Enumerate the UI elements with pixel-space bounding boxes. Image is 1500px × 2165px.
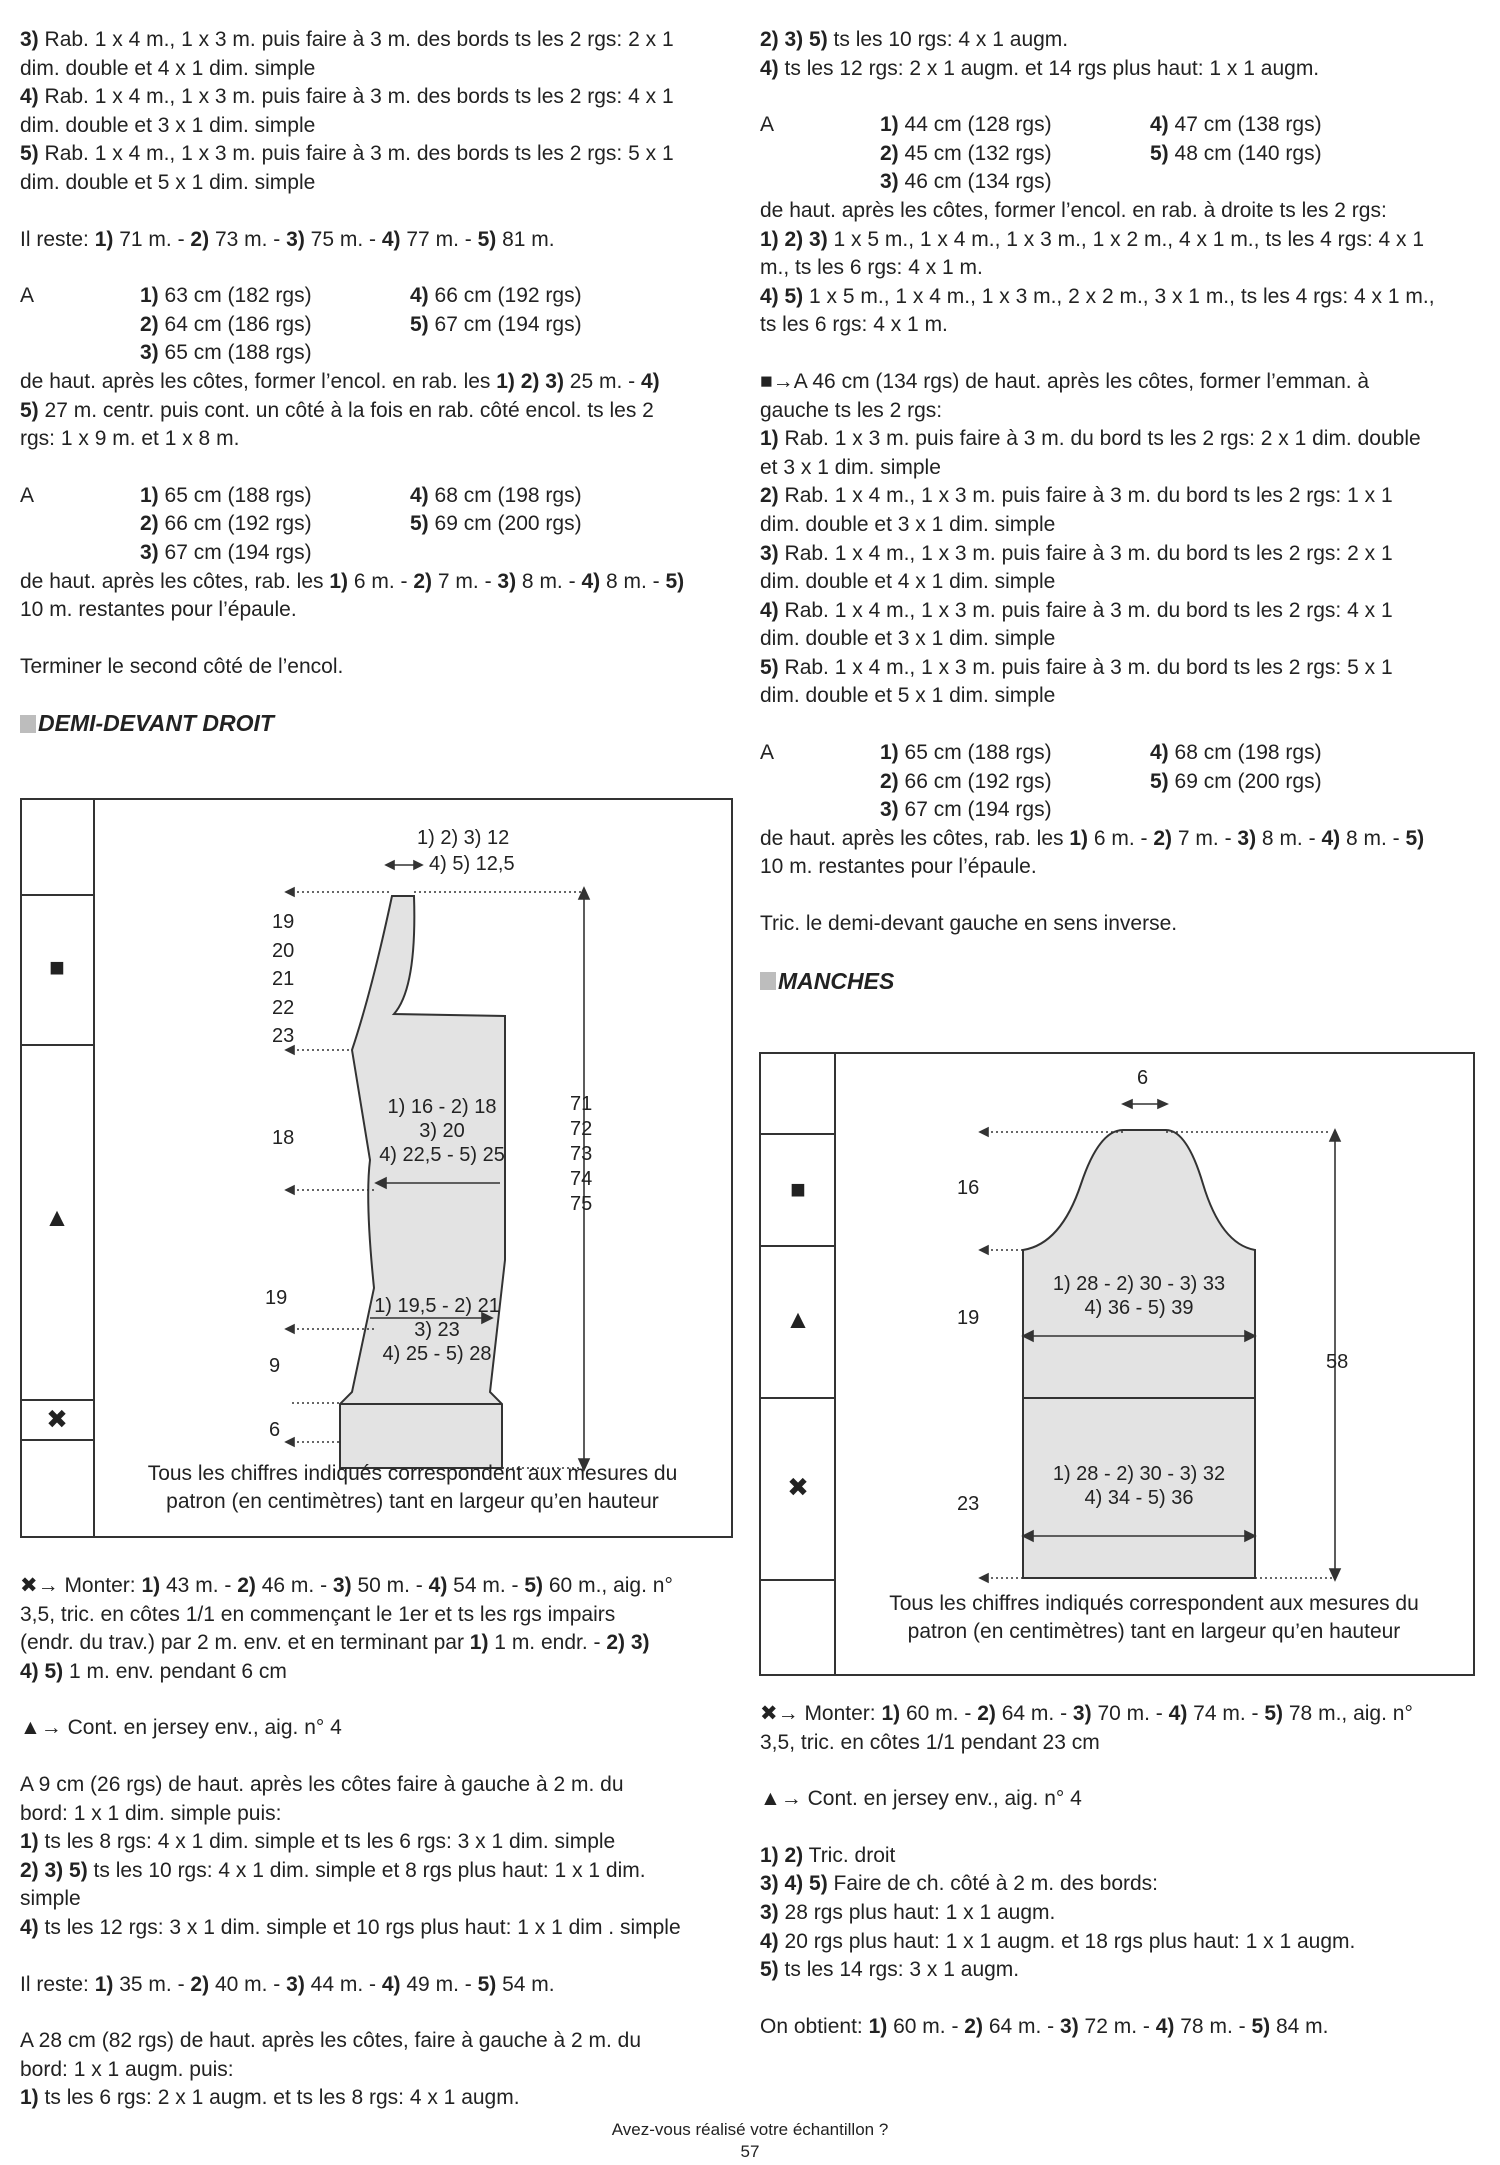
text-line: 1) Rab. 1 x 3 m. puis faire à 3 m. du bord ts les 2 rgs: 2 x 1 dim. double (760, 427, 1421, 451)
measurement-value: 3) 46 cm (134 rgs) (880, 170, 1052, 194)
measurement-value: 4) 47 cm (138 rgs) (1150, 113, 1322, 137)
measurement-label (20, 339, 140, 368)
triangle-symbol-icon: ▲ (785, 1304, 811, 1334)
label-line: 3) 20 (419, 1120, 465, 1142)
text-line: 4) Rab. 1 x 4 m., 1 x 3 m. puis faire à 3 m. des bords ts les 2 rgs: 4 x 1 (20, 85, 674, 109)
footer-question: Avez-vous réalisé votre échantillon ? (611, 2120, 889, 2139)
front-lower-height-1: 19 (265, 1287, 288, 1309)
label-line: 21 (272, 968, 295, 990)
measurement-label: A (760, 113, 775, 137)
text-line: 4) 5) 1 x 5 m., 1 x 4 m., 1 x 3 m., 2 x 2 m., 3 x 1 m., ts les 4 rgs: 4 x 1 m., (760, 284, 1435, 308)
text-line: 5) 27 m. centr. puis cont. un côté à la fois en rab. côté encol. ts les 2 (20, 398, 654, 422)
right-finish-text: Tric. le demi-devant gauche en sens inverse. (760, 912, 1178, 936)
label-line: 1) 19,5 - 2) 21 (374, 1295, 500, 1317)
sleeve-schematic (761, 1054, 1473, 1674)
label-line: 72 (570, 1118, 593, 1140)
right-mid-text (760, 368, 1475, 711)
front-lower-height-3: 6 (269, 1419, 281, 1441)
text-line: rgs: 1 x 9 m. et 1 x 8 m. (20, 427, 240, 451)
front-armhole-height: 18 (272, 1127, 295, 1149)
measurement-value: 3) 67 cm (194 rgs) (140, 540, 312, 564)
measurement-value: 4) 68 cm (198 rgs) (1150, 741, 1322, 765)
left-column (20, 26, 730, 738)
text-line: Il reste: 1) 71 m. - 2) 73 m. - 3) 75 m. - 4) 77 m. - 5) 81 m. (20, 227, 555, 251)
front-panel-shape (340, 896, 505, 1468)
front-top-width-1: 1) 2) 3) 12 (417, 827, 510, 849)
text-line: dim. double et 3 x 1 dim. simple (760, 512, 1056, 536)
sleeve-mid-height: 19 (957, 1307, 980, 1329)
measurement-value: 3) 65 cm (188 rgs) (140, 341, 312, 365)
text-line: bord: 1 x 1 dim. simple puis: (20, 1801, 282, 1825)
label-line: 71 (570, 1093, 593, 1115)
label-line: 3) 23 (414, 1319, 460, 1341)
text-line: (endr. du trav.) par 2 m. env. et en terminant par 1) 1 m. endr. - 2) 3) (20, 1631, 650, 1655)
text-line: 4) Rab. 1 x 4 m., 1 x 3 m. puis faire à 3 m. du bord ts les 2 rgs: 4 x 1 (760, 598, 1393, 622)
text-line: dim. double et 3 x 1 dim. simple (20, 113, 316, 137)
front-waist-width (357, 1294, 517, 1366)
front-panel-schematic (22, 800, 731, 1536)
right-top-text (760, 26, 1475, 83)
text-line: dim. double et 5 x 1 dim. simple (760, 684, 1056, 708)
label-line: 22 (272, 996, 295, 1019)
label-line: 4) 22,5 - 5) 25 (379, 1144, 505, 1166)
text-line: A 28 cm (82 rgs) de haut. après les côtes, faire à gauche à 2 m. du (20, 2029, 642, 2053)
right-bottom-column (760, 1700, 1475, 2041)
text-line: 2) 3) 5) ts les 10 rgs: 4 x 1 dim. simple et 8 rgs plus haut: 1 x 1 dim. (20, 1858, 646, 1882)
measurement-value: 3) 67 cm (194 rgs) (880, 798, 1052, 822)
text-line: ts les 6 rgs: 4 x 1 m. (760, 313, 948, 337)
text-paragraph (20, 1714, 730, 1743)
section-title-text: MANCHES (778, 967, 895, 994)
section-title-text: DEMI-DEVANT DROIT (38, 710, 274, 737)
measurement-value (1150, 796, 1420, 825)
text-line: simple (20, 1887, 81, 1911)
text-paragraph (20, 2027, 730, 2113)
text-line: ■→A 46 cm (134 rgs) de haut. après les côtes, former l’emman. à (760, 369, 1370, 393)
front-neck-heights (272, 908, 294, 1051)
text-paragraph (760, 1785, 1475, 1814)
text-line: de haut. après les côtes, rab. les 1) 6 m. - 2) 7 m. - 3) 8 m. - 4) 8 m. - 5) (760, 826, 1425, 850)
label-line: Tous les chiffres indiqués correspondent aux mesures du (889, 1592, 1419, 1615)
measurement-value: 5) 67 cm (194 rgs) (410, 312, 582, 336)
text-line: de haut. après les côtes, former l’encol. en rab. les 1) 2) 3) 25 m. - 4) (20, 369, 660, 393)
measurement-value: 5) 48 cm (140 rgs) (1150, 141, 1322, 165)
right-bottom-text (760, 1700, 1475, 2041)
text-line: 3,5, tric. en côtes 1/1 pendant 23 cm (760, 1730, 1100, 1754)
text-line: 3) Rab. 1 x 4 m., 1 x 3 m. puis faire à 3 m. du bord ts les 2 rgs: 2 x 1 (760, 541, 1393, 565)
measurement-value: 1) 65 cm (188 rgs) (140, 483, 312, 507)
label-line: 4) 34 - 5) 36 (1084, 1487, 1194, 1509)
text-paragraph (20, 226, 730, 255)
text-line: 10 m. restantes pour l’épaule. (760, 855, 1037, 879)
measurement-value: 1) 65 cm (188 rgs) (880, 741, 1052, 765)
label-line: 4) 36 - 5) 39 (1084, 1297, 1194, 1319)
text-line: 5) ts les 14 rgs: 3 x 1 augm. (760, 1958, 1020, 1982)
measurement-label (20, 311, 140, 340)
sleeve-total-height: 58 (1326, 1351, 1349, 1373)
measurement-value (1150, 168, 1420, 197)
text-line: ✖→ Monter: 1) 43 m. - 2) 46 m. - 3) 50 m. - 4) 54 m. - 5) 60 m., aig. n° (20, 1574, 673, 1597)
text-line: 4) ts les 12 rgs: 3 x 1 dim. simple et 10 rgs plus haut: 1 x 1 dim . simple (20, 1915, 681, 1939)
text-line: 5) Rab. 1 x 4 m., 1 x 3 m. puis faire à 3 m. des bords ts les 2 rgs: 5 x 1 (20, 142, 674, 166)
text-paragraph (20, 1572, 730, 1686)
text-line: On obtient: 1) 60 m. - 2) 64 m. - 3) 72 m. - 4) 78 m. - 5) 84 m. (760, 2014, 1329, 2038)
text-line: Il reste: 1) 35 m. - 2) 40 m. - 3) 44 m. - 4) 49 m. - 5) 54 m. (20, 1972, 555, 1996)
measurement-label (760, 168, 880, 197)
text-line: A 9 cm (26 rgs) de haut. après les côtes faire à gauche à 2 m. du (20, 1772, 624, 1796)
text-line: dim. double et 3 x 1 dim. simple (760, 627, 1056, 651)
left-finish-text: Terminer le second côté de l’encol. (20, 654, 344, 678)
left-bottom-text (20, 1572, 730, 2113)
text-line: 3) Rab. 1 x 4 m., 1 x 3 m. puis faire à 3 m. des bords ts les 2 rgs: 2 x 1 (20, 28, 674, 51)
measurement-value: 5) 69 cm (200 rgs) (410, 512, 582, 536)
text-line: dim. double et 4 x 1 dim. simple (760, 570, 1056, 594)
measurement-value (410, 539, 680, 568)
text-paragraph (20, 1971, 730, 2000)
sleeve-cuff-height: 23 (957, 1493, 980, 1515)
text-line: m., ts les 6 rgs: 4 x 1 m. (760, 256, 983, 280)
text-line: 4) 5) 1 m. env. pendant 6 cm (20, 1659, 287, 1683)
text-line: gauche ts les 2 rgs: (760, 398, 943, 422)
text-line: 2) Rab. 1 x 4 m., 1 x 3 m. puis faire à 3 m. du bord ts les 2 rgs: 1 x 1 (760, 484, 1393, 508)
measurement-label (760, 140, 880, 169)
measurement-block (20, 482, 730, 625)
text-line: 3,5, tric. en côtes 1/1 en commençant le 1er et ts les rgs impairs (20, 1602, 616, 1626)
measurement-label: A (760, 741, 775, 765)
front-top-width-2: 4) 5) 12,5 (429, 853, 515, 875)
measurement-value: 4) 68 cm (198 rgs) (410, 483, 582, 507)
section-marker-icon (20, 715, 36, 733)
front-diagram-caption (94, 1460, 731, 1516)
label-line: 1) 28 - 2) 30 - 3) 32 (1052, 1463, 1226, 1485)
label-line: patron (en centimètres) tant en largeur qu’en hauteur (907, 1620, 1401, 1643)
section-marker-icon (760, 972, 776, 990)
square-symbol-icon: ■ (790, 1174, 806, 1204)
text-line: 1) ts les 8 rgs: 4 x 1 dim. simple et ts les 6 rgs: 3 x 1 dim. simple (20, 1830, 616, 1854)
left-top-text (20, 26, 730, 254)
front-lower-height-2: 9 (269, 1355, 281, 1377)
text-paragraph (20, 1771, 730, 1943)
sleeve-top-width: 6 (1137, 1067, 1149, 1089)
measurement-block (760, 739, 1475, 882)
sleeve-diagram-caption (835, 1590, 1473, 1646)
label-line: 1) 16 - 2) 18 (387, 1096, 497, 1118)
sleeve-upper-width (1039, 1272, 1239, 1320)
text-line: 5) Rab. 1 x 4 m., 1 x 3 m. puis faire à 3 m. du bord ts les 2 rgs: 5 x 1 (760, 655, 1393, 679)
measurement-value: 1) 44 cm (128 rgs) (880, 113, 1052, 137)
right-a-block-2 (760, 739, 1475, 882)
text-line: 3) 28 rgs plus haut: 1 x 1 augm. (760, 1900, 1056, 1924)
left-bottom-column (20, 1572, 730, 2113)
text-line: 1) 2) Tric. droit (760, 1843, 896, 1867)
measurement-value: 4) 66 cm (192 rgs) (410, 284, 582, 308)
cross-symbol-icon: ✖ (46, 1404, 68, 1434)
front-panel-diagram (20, 798, 733, 1538)
measurement-value: 5) 69 cm (200 rgs) (1150, 769, 1322, 793)
measurement-label: A (20, 284, 35, 308)
text-paragraph (760, 26, 1475, 83)
measurement-block (20, 282, 730, 454)
label-line: 23 (272, 1025, 295, 1047)
text-line: 10 m. restantes pour l’épaule. (20, 598, 297, 622)
label-line: 75 (570, 1193, 593, 1215)
left-a-block-2 (20, 482, 730, 625)
measurement-label (20, 510, 140, 539)
text-paragraph (760, 1700, 1475, 1757)
text-line: 4) 20 rgs plus haut: 1 x 1 augm. et 18 rgs plus haut: 1 x 1 augm. (760, 1929, 1356, 1953)
label-line: 4) 25 - 5) 28 (382, 1343, 492, 1365)
text-paragraph (20, 26, 730, 198)
right-column (760, 26, 1475, 995)
label-line: patron (en centimètres) tant en largeur qu’en hauteur (166, 1490, 659, 1513)
text-line: de haut. après les côtes, rab. les 1) 6 m. - 2) 7 m. - 3) 8 m. - 4) 8 m. - 5) (20, 569, 685, 593)
page-number: 57 (740, 2142, 760, 2161)
left-a-block-1 (20, 282, 730, 454)
measurement-label (760, 768, 880, 797)
text-line: 2) 3) 5) ts les 10 rgs: 4 x 1 augm. (760, 28, 1069, 51)
text-paragraph (760, 368, 1475, 711)
text-line: et 3 x 1 dim. simple (760, 455, 941, 479)
label-line: 19 (272, 911, 295, 933)
cross-symbol-icon: ✖ (787, 1472, 809, 1502)
sleeve-lower-width (1039, 1462, 1239, 1510)
sleeve-diagram (759, 1052, 1475, 1676)
text-line: 4) ts les 12 rgs: 2 x 1 augm. et 14 rgs plus haut: 1 x 1 augm. (760, 56, 1320, 80)
measurement-label (20, 539, 140, 568)
label-line: Tous les chiffres indiqués correspondent aux mesures du (147, 1462, 678, 1485)
text-line: ✖→ Monter: 1) 60 m. - 2) 64 m. - 3) 70 m. - 4) 74 m. - 5) 78 m., aig. n° (760, 1702, 1413, 1725)
text-line: dim. double et 5 x 1 dim. simple (20, 170, 316, 194)
measurement-value: 1) 63 cm (182 rgs) (140, 284, 312, 308)
measurement-value: 2) 64 cm (186 rgs) (140, 312, 312, 336)
measurement-label (760, 796, 880, 825)
text-line: bord: 1 x 1 augm. puis: (20, 2057, 234, 2081)
sleeve-shape (1023, 1130, 1255, 1578)
front-total-heights (570, 1092, 592, 1217)
measurement-value: 2) 66 cm (192 rgs) (140, 512, 312, 536)
text-line: de haut. après les côtes, former l’encol. en rab. à droite ts les 2 rgs: (760, 198, 1387, 222)
right-a-block-1 (760, 111, 1475, 340)
section-title-manches (760, 967, 1475, 996)
text-line: ▲→ Cont. en jersey env., aig. n° 4 (20, 1716, 342, 1740)
front-chest-width (362, 1095, 522, 1167)
section-title-demi-devant (20, 709, 730, 738)
measurement-value (410, 339, 680, 368)
text-line: 1) ts les 6 rgs: 2 x 1 augm. et ts les 8 rgs: 4 x 1 augm. (20, 2086, 520, 2110)
sleeve-cap-height: 16 (957, 1177, 980, 1199)
label-line: 1) 28 - 2) 30 - 3) 33 (1052, 1273, 1226, 1295)
square-symbol-icon: ■ (49, 952, 65, 982)
label-line: 20 (272, 939, 295, 962)
triangle-symbol-icon: ▲ (44, 1202, 70, 1232)
measurement-block (760, 111, 1475, 340)
measurement-label: A (20, 483, 35, 507)
label-line: 74 (570, 1168, 593, 1190)
text-line: 1) 2) 3) 1 x 5 m., 1 x 4 m., 1 x 3 m., 1 x 2 m., 4 x 1 m., ts les 4 rgs: 4 x 1 (760, 227, 1425, 251)
text-paragraph (760, 2013, 1475, 2042)
label-line: 73 (570, 1143, 593, 1165)
measurement-value: 2) 66 cm (192 rgs) (880, 769, 1052, 793)
text-line: dim. double et 4 x 1 dim. simple (20, 56, 316, 80)
text-line: ▲→ Cont. en jersey env., aig. n° 4 (760, 1787, 1082, 1811)
text-paragraph (760, 1842, 1475, 1985)
text-line: 3) 4) 5) Faire de ch. côté à 2 m. des bords: (760, 1872, 1159, 1896)
measurement-value: 2) 45 cm (132 rgs) (880, 141, 1052, 165)
